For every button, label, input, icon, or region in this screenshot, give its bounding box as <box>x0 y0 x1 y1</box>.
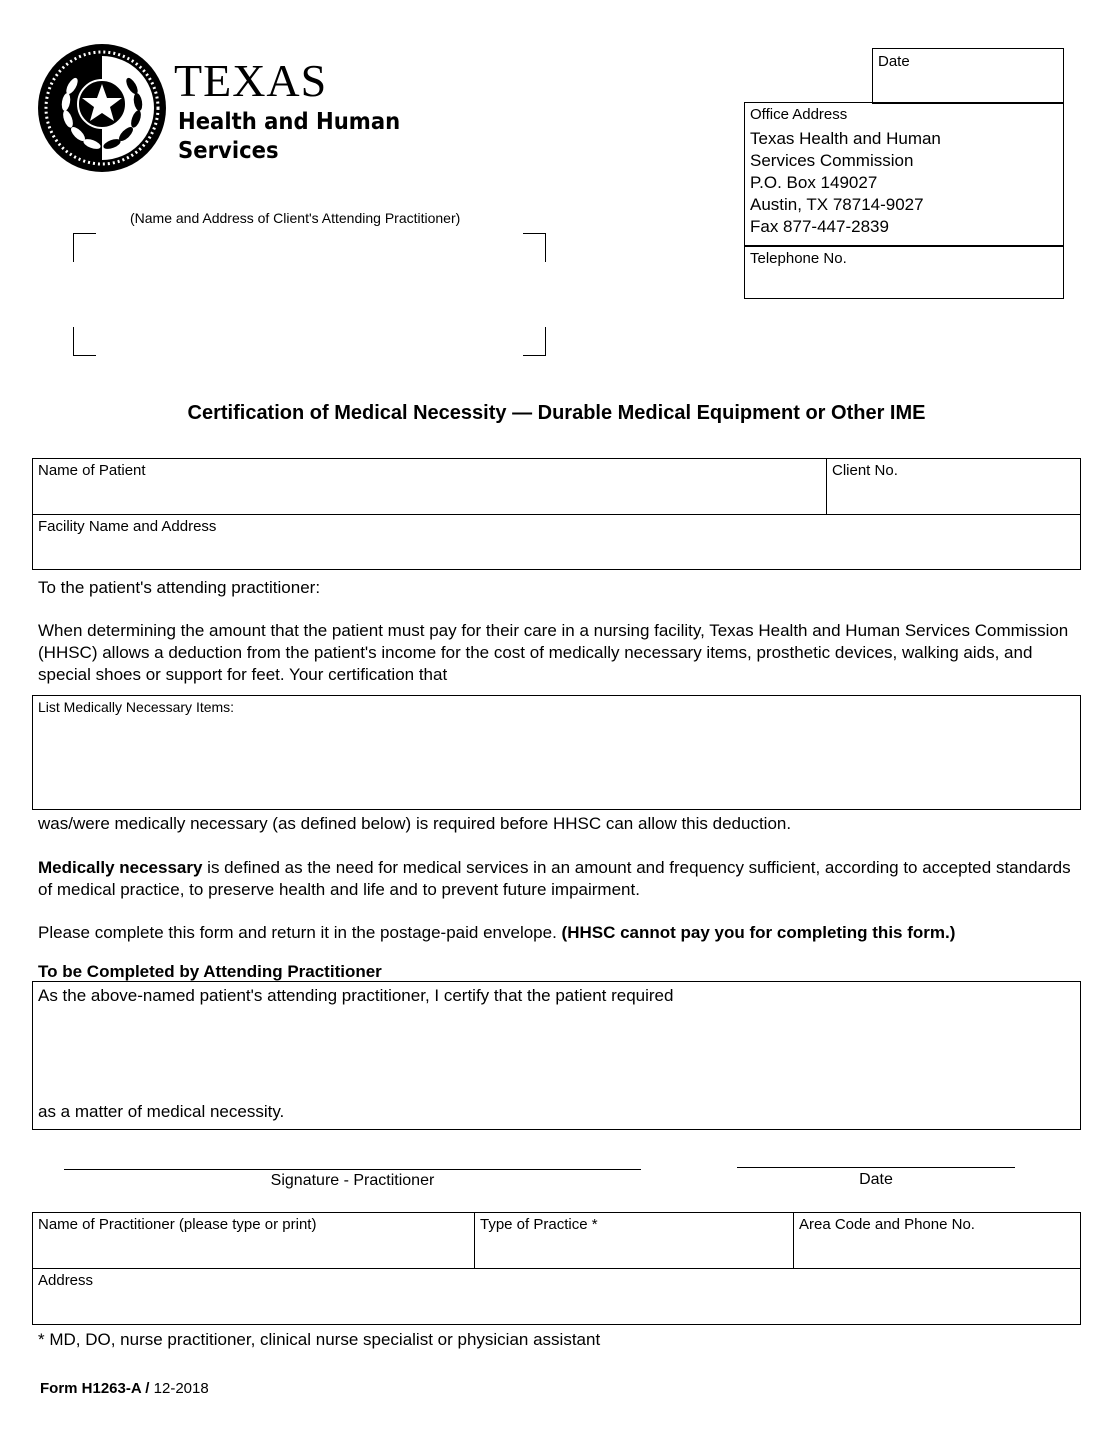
after-items-text: was/were medically necessary (as defined below) is required before HHSC can allow this deduction. <box>38 814 792 833</box>
items-input[interactable] <box>38 720 1077 808</box>
client-no-field[interactable] <box>827 459 1080 515</box>
header-date-field[interactable] <box>872 48 1064 104</box>
patient-name-input[interactable] <box>38 485 822 509</box>
header-date-input[interactable] <box>878 75 1060 99</box>
logo-subtitle <box>178 108 400 166</box>
practitioner-address-caption: (Name and Address of Client's Attending Practitioner) <box>130 210 461 226</box>
practitioner-name-field[interactable] <box>33 1213 475 1269</box>
signature-date-label: Date <box>859 1171 893 1188</box>
form-revision: 12-2018 <box>149 1380 209 1397</box>
salutation: To the patient's attending practitioner: <box>38 578 321 597</box>
practice-type-field[interactable] <box>475 1213 794 1269</box>
patient-name-field[interactable] <box>33 459 827 515</box>
practitioner-address-line-input[interactable] <box>38 1295 1072 1319</box>
office-address-line: P.O. Box 149027 <box>750 173 878 192</box>
practitioner-address-field[interactable] <box>33 1269 1080 1324</box>
logo-subtitle-line2: Services <box>178 138 279 164</box>
practitioner-address-input[interactable] <box>80 240 520 354</box>
items-label: List Medically Necessary Items: <box>38 699 235 715</box>
address-window-corner <box>523 233 546 262</box>
practitioner-name-label: Name of Practitioner (please type or print) <box>38 1216 317 1233</box>
facility-input[interactable] <box>38 541 1072 565</box>
return-text: Please complete this form and return it in the postage-paid envelope. <box>38 923 562 942</box>
certification-input[interactable] <box>38 1010 1077 1100</box>
client-no-input[interactable] <box>832 485 1076 509</box>
practitioner-address-label: Address <box>38 1272 94 1289</box>
telephone-input[interactable] <box>750 272 1059 296</box>
definition-term: Medically necessary <box>38 858 203 877</box>
practitioner-section-heading: To be Completed by Attending Practitioner <box>38 962 382 981</box>
texas-star-seal-icon <box>36 42 168 174</box>
office-address-label: Office Address <box>750 106 848 123</box>
practitioner-name-input[interactable] <box>38 1239 470 1263</box>
certification-end-text: as a matter of medical necessity. <box>38 1102 285 1121</box>
signature-date-line[interactable] <box>737 1167 1015 1168</box>
address-window-corner <box>523 327 546 356</box>
client-no-label: Client No. <box>832 462 898 479</box>
return-note: (HHSC cannot pay you for completing this form.) <box>561 923 956 942</box>
office-address-box <box>744 102 1064 247</box>
signature-line[interactable] <box>64 1169 641 1170</box>
telephone-field[interactable] <box>744 245 1064 299</box>
office-address-line: Austin, TX 78714-9027 <box>750 195 924 214</box>
medically-necessary-items-field[interactable] <box>32 695 1081 810</box>
office-address-text <box>750 128 1058 238</box>
logo-title: TEXAS <box>174 55 328 106</box>
patient-info-grid <box>32 458 1081 570</box>
practitioner-info-grid <box>32 1212 1081 1325</box>
practice-type-footnote: * MD, DO, nurse practitioner, clinical nurse specialist or physician assistant <box>38 1330 601 1349</box>
office-address-line: Fax 877-447-2839 <box>750 217 889 236</box>
intro-paragraph: When determining the amount that the patient must pay for their care in a nursing facility, Texas Health and Human Services Commission (HHSC) allows a deduction from the patient's income for the cost of medically necessary items, prosthetic devices, walking aids, and special shoes or support for feet. Your certification that <box>38 621 1069 684</box>
telephone-label: Telephone No. <box>750 250 847 267</box>
certification-text: As the above-named patient's attending practitioner, I certify that the patient required <box>38 986 674 1005</box>
logo-subtitle-line1: Health and Human <box>178 109 401 135</box>
form-number: Form H1263-A / <box>40 1380 150 1397</box>
facility-label: Facility Name and Address <box>38 518 217 535</box>
phone-input[interactable] <box>799 1239 1075 1263</box>
return-instructions <box>38 922 1078 944</box>
header-date-label: Date <box>878 53 910 70</box>
office-address-line: Texas Health and Human <box>750 129 941 148</box>
patient-name-label: Name of Patient <box>38 462 146 479</box>
certification-box[interactable] <box>32 981 1081 1130</box>
signature-label: Signature - Practitioner <box>270 1172 435 1189</box>
practice-type-input[interactable] <box>480 1239 789 1263</box>
form-footer <box>40 1380 209 1397</box>
definition-text: is defined as the need for medical services in an amount and frequency sufficient, according to accepted standards of medical practice, to preserve health and life and to prevent future impairment. <box>38 858 1071 899</box>
practice-type-label: Type of Practice * <box>480 1216 598 1233</box>
office-address-line: Services Commission <box>750 151 914 170</box>
phone-field[interactable] <box>794 1213 1080 1269</box>
phone-label: Area Code and Phone No. <box>799 1216 975 1233</box>
facility-field[interactable] <box>33 515 1080 569</box>
definition-paragraph <box>38 857 1078 901</box>
form-title: Certification of Medical Necessity — Durable Medical Equipment or Other IME <box>187 402 926 424</box>
